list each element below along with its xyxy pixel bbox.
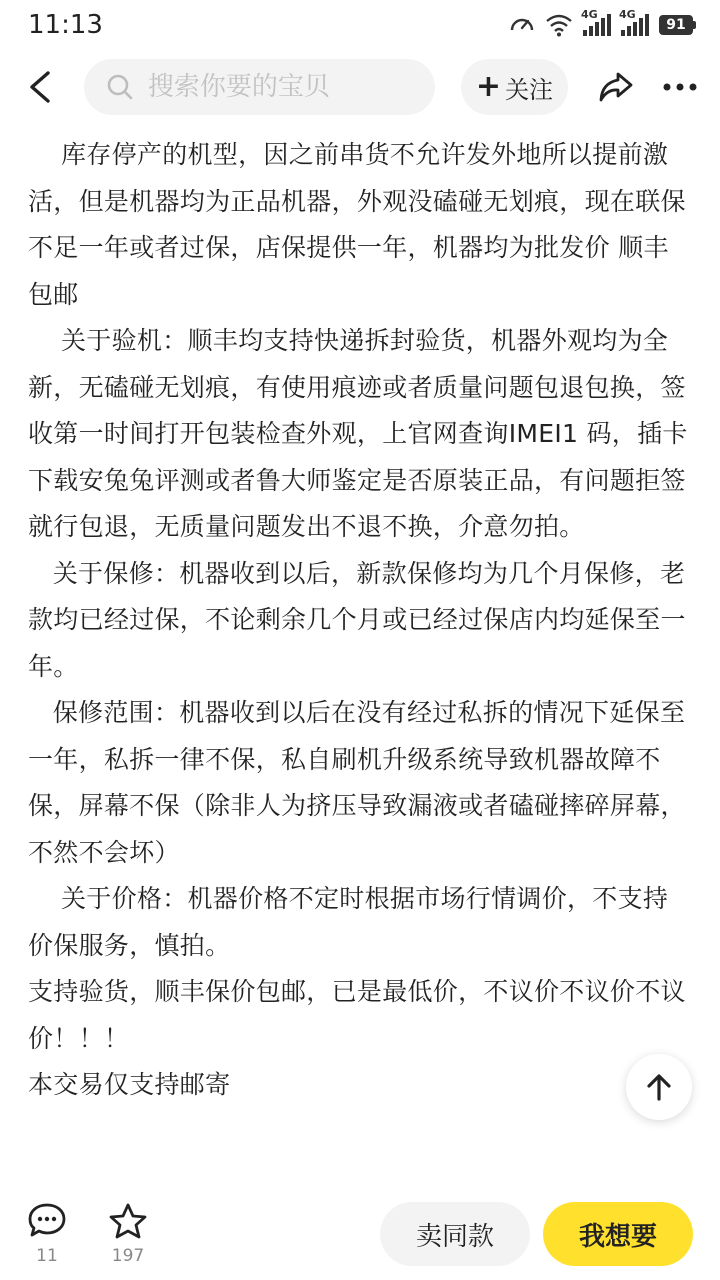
comment-count: 11 [36,1246,58,1266]
status-bar [0,0,720,50]
more-button[interactable] [656,63,704,111]
chevron-left-icon [26,70,54,104]
follow-button[interactable] [461,59,569,115]
signal-icon-1 [581,8,611,36]
description-paragraph: 库存停产的机型，因之前串货不允许发外地所以提前激活，但是机器均为正品机器，外观没磕碰无划痕，现在联保不足一年或者过保，店保提供一年，机器均为批发价 顺丰包邮 [28,140,686,309]
description-paragraph: 关于验机：顺丰均支持快递拆封验货，机器外观均为全新，无磕碰无划痕，有使用痕迹或者质量问题包退包换，签收第一时间打开包装检查外观，上官网查询IMEI1 码，插卡下载安兔兔评测或者鲁大师鉴定是否原装正品，有问题拒签就行包退，无质量问题发出不退不换，介意勿拍。 [28,326,688,541]
status-icons [509,8,696,38]
comment-button[interactable] [23,1202,71,1266]
network-type-2: 4G [619,8,636,21]
share-icon [598,71,634,103]
network-type-1: 4G [581,8,598,21]
nav-bar [0,56,720,118]
description-paragraph: 保修范围：机器收到以后在没有经过私拆的情况下延保至一年，私拆一律不保，私自刷机升级系统导致机器故障不保，屏幕不保（除非人为挤压导致漏液或者磕碰摔碎屏幕，不然不会坏） [28,698,686,867]
status-time: 11:13 [28,10,103,40]
sell-same-label: 卖同款 [415,1221,494,1252]
comment-icon [27,1202,67,1240]
follow-label: 关注 [505,75,554,104]
description-paragraph: 本交易仅支持邮寄 [28,1070,231,1099]
signal-icon-2 [619,8,649,36]
star-icon [108,1202,148,1240]
search-icon [106,73,134,101]
search-input[interactable] [146,71,410,103]
want-button[interactable] [543,1202,693,1266]
description-paragraph: 关于保修：机器收到以后，新款保修均为几个月保修，老款均已经过保，不论剩余几个月或已经过保店内均延保至一年。 [28,558,686,681]
back-button[interactable] [16,63,64,111]
arrow-up-icon [646,1073,672,1101]
item-description [28,132,692,1109]
plus-icon: + [475,69,502,104]
bottom-action-bar [0,1190,720,1280]
battery-level: 91 [666,17,686,33]
description-paragraph: 关于价格：机器价格不定时根据市场行情调价，不支持价保服务，慎拍。 [28,884,669,960]
favorite-button[interactable] [104,1202,152,1266]
battery-icon [659,15,696,35]
search-box[interactable] [84,59,435,115]
scroll-to-top-button[interactable] [626,1054,692,1120]
more-dots-icon [662,82,698,92]
share-button[interactable] [592,63,640,111]
description-paragraph: 支持验货，顺丰保价包邮，已是最低价，不议价不议价不议价！！！ [28,977,686,1053]
sell-same-button[interactable] [380,1202,530,1266]
speedometer-icon [509,12,535,38]
favorite-count: 197 [111,1246,145,1266]
want-label: 我想要 [578,1221,657,1252]
wifi-icon [545,13,573,37]
